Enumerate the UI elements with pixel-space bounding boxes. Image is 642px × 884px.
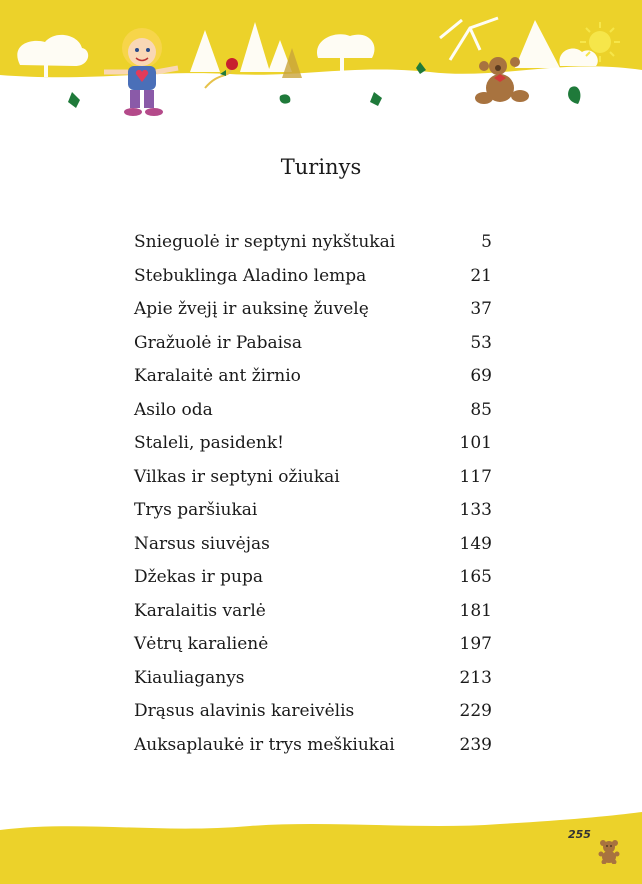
toc-entry-page: 149 (459, 533, 492, 554)
toc-entry-title: Auksaplaukė ir trys meškiukai (134, 734, 395, 755)
toc-row (134, 394, 492, 428)
toc-entry-title: Vėtrų karalienė (134, 634, 269, 654)
page-title: Turinys (280, 155, 362, 179)
toc-entry-page: 21 (470, 265, 492, 286)
toc-row (134, 427, 492, 461)
toc-entry-title: Apie žvejį ir auksinę žuvelę (134, 299, 369, 319)
toc-entry-page: 117 (459, 466, 492, 487)
toc-entry-page: 85 (470, 399, 492, 420)
toc-entry-title: Karalaitė ant žirnio (134, 366, 301, 386)
toc-entry-page: 229 (459, 701, 492, 721)
page-number: 255 (568, 828, 591, 841)
toc-entry-page: 165 (459, 567, 492, 587)
toc-entry-page: 133 (459, 500, 492, 520)
toc-row (134, 260, 492, 294)
toc-row (134, 561, 492, 595)
toc-entry-title: Džekas ir pupa (134, 567, 264, 587)
toc-row (134, 595, 492, 629)
toc-entry-page: 53 (470, 332, 492, 353)
toc-entry-page: 213 (459, 667, 492, 688)
toc-entry-page: 239 (459, 734, 492, 755)
teddy-bear-icon (596, 838, 622, 864)
toc-entry-title: Stebuklinga Aladino lempa (134, 265, 367, 286)
yellow-band-bottom (0, 812, 642, 884)
toc-row (134, 729, 492, 763)
toc-entry-page: 101 (459, 433, 492, 453)
toc-row (134, 494, 492, 528)
toc-entry-title: Gražuolė ir Pabaisa (134, 332, 302, 353)
toc-row (134, 662, 492, 696)
toc-entry-title: Narsus siuvėjas (134, 533, 270, 554)
toc-row (134, 327, 492, 361)
toc-entry-title: Staleli, pasidenk! (134, 433, 284, 453)
toc-entry-page: 37 (470, 299, 492, 319)
toc-entry-title: Asilo oda (134, 399, 213, 420)
toc-entry-title: Kiauliaganys (134, 667, 245, 688)
toc-entry-title: Drąsus alavinis kareivėlis (134, 701, 355, 721)
sun-icon (580, 22, 620, 62)
toc-entry-page: 69 (470, 366, 492, 386)
footer-band (0, 790, 642, 884)
toc-entry-title: Karalaitis varlė (134, 600, 266, 621)
table-of-contents (134, 226, 492, 762)
toc-row (134, 226, 492, 260)
toc-row (134, 628, 492, 662)
toc-entry-page: 181 (459, 600, 492, 621)
toc-entry-page: 5 (481, 232, 492, 252)
toc-entry-page: 197 (459, 634, 492, 654)
toc-row (134, 528, 492, 562)
toc-row (134, 360, 492, 394)
toc-entry-title: Vilkas ir septyni ožiukai (134, 466, 340, 487)
toc-entry-title: Trys paršiukai (134, 500, 258, 520)
toc-row (134, 293, 492, 327)
toc-entry-title: Snieguolė ir septyni nykštukai (134, 232, 396, 252)
toc-row (134, 695, 492, 729)
toc-row (134, 461, 492, 495)
header-illustration-band (0, 0, 642, 130)
